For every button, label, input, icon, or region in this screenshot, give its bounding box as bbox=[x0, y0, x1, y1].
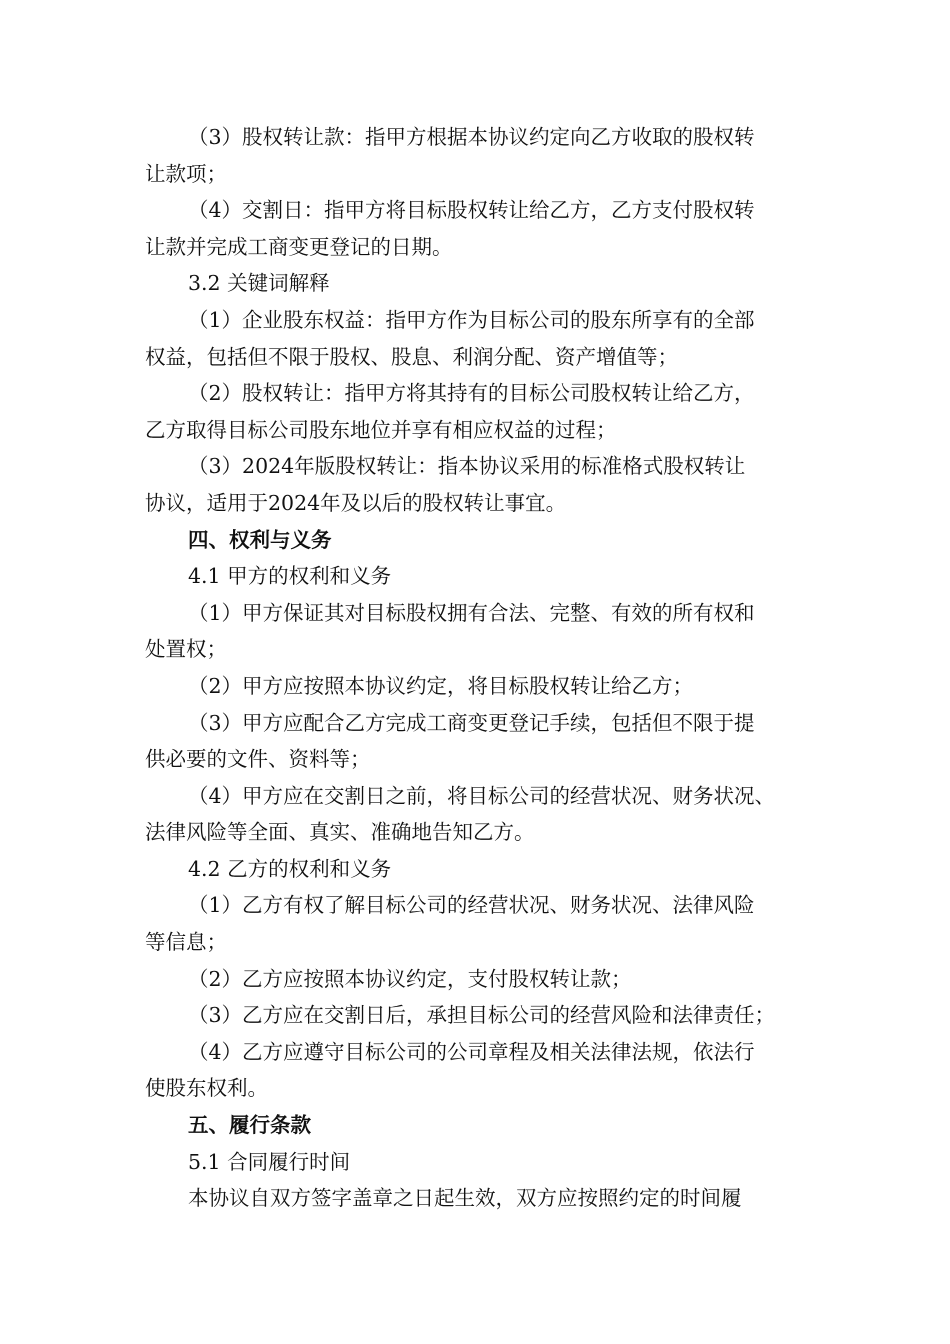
text-line: （3）乙方应在交割日后，承担目标公司的经营风险和法律责任； bbox=[188, 1003, 776, 1028]
subsection-heading: 4.2 乙方的权利和义务 bbox=[188, 856, 392, 881]
text-line: 等信息； bbox=[145, 930, 227, 955]
text-line: 协议，适用于2024年及以后的股权转让事宜。 bbox=[145, 490, 567, 515]
text-line: （4）乙方应遵守目标公司的公司章程及相关法律法规，依法行 bbox=[188, 1039, 755, 1064]
text-line: 本协议自双方签字盖章之日起生效，双方应按照约定的时间履 bbox=[188, 1186, 742, 1211]
text-line: （4）甲方应在交割日之前，将目标公司的经营状况、财务状况、 bbox=[188, 783, 776, 808]
text-line: （1）甲方保证其对目标股权拥有合法、完整、有效的所有权和 bbox=[188, 600, 755, 625]
subsection-heading: 3.2 关键词解释 bbox=[188, 271, 330, 296]
text-line: （1）乙方有权了解目标公司的经营状况、财务状况、法律风险 bbox=[188, 893, 755, 918]
document-body bbox=[145, 119, 810, 1217]
text-line: （2）甲方应按照本协议约定，将目标股权转让给乙方； bbox=[188, 673, 694, 698]
text-line: 法律风险等全面、真实、准确地告知乙方。 bbox=[145, 820, 535, 845]
text-line: （1）企业股东权益：指甲方作为目标公司的股东所享有的全部 bbox=[188, 307, 755, 332]
text-line: 让款项； bbox=[145, 161, 227, 186]
text-line: 让款并完成工商变更登记的日期。 bbox=[145, 234, 453, 259]
subsection-heading: 4.1 甲方的权利和义务 bbox=[188, 564, 392, 589]
text-line: 乙方取得目标公司股东地位并享有相应权益的过程； bbox=[145, 417, 617, 442]
text-line: （3）甲方应配合乙方完成工商变更登记手续，包括但不限于提 bbox=[188, 710, 755, 735]
text-line: （2）乙方应按照本协议约定，支付股权转让款； bbox=[188, 966, 632, 991]
text-line: 使股东权利。 bbox=[145, 1076, 268, 1101]
text-line: （2）股权转让：指甲方将其持有的目标公司股权转让给乙方， bbox=[188, 381, 755, 406]
section-heading: 四、权利与义务 bbox=[188, 527, 332, 552]
text-line: （3）股权转让款：指甲方根据本协议约定向乙方收取的股权转 bbox=[188, 125, 755, 149]
text-line: 权益，包括但不限于股权、股息、利润分配、资产增值等； bbox=[145, 344, 678, 369]
text-line: 供必要的文件、资料等； bbox=[145, 747, 371, 772]
section-heading: 五、履行条款 bbox=[188, 1113, 311, 1138]
text-line: （3）2024年版股权转让：指本协议采用的标准格式股权转让 bbox=[188, 454, 746, 479]
text-line: （4）交割日：指甲方将目标股权转让给乙方，乙方支付股权转 bbox=[188, 198, 755, 223]
text-line: 处置权； bbox=[145, 637, 227, 662]
subsection-heading: 5.1 合同履行时间 bbox=[188, 1149, 351, 1174]
